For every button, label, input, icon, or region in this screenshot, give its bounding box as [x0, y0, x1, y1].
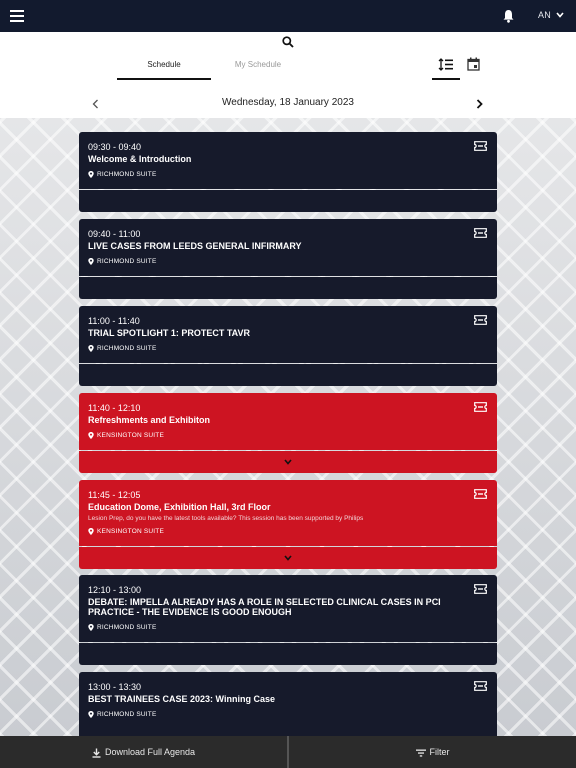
session-description: Lesion Prep, do you have the latest tools available? This session has been supported by Philips	[88, 515, 364, 522]
session-card[interactable]	[79, 393, 497, 450]
session-location-label: RICHMOND SUITE	[97, 711, 157, 719]
session-title: Refreshments and Exhibiton	[88, 415, 211, 425]
location-pin-icon	[88, 258, 94, 265]
chevron-down-icon[interactable]	[284, 555, 292, 561]
tab-my-schedule[interactable]: My Schedule	[234, 60, 282, 69]
ticket-icon[interactable]	[474, 228, 487, 238]
calendar-icon[interactable]	[467, 57, 480, 71]
menu-icon[interactable]	[10, 10, 24, 22]
tab-active-indicator	[117, 78, 211, 80]
bell-icon[interactable]	[502, 9, 515, 23]
ticket-icon[interactable]	[474, 402, 487, 412]
session-location-label: RICHMOND SUITE	[97, 345, 157, 353]
session-location	[88, 171, 157, 178]
session-title: Welcome & Introduction	[88, 154, 192, 164]
session-main[interactable]	[79, 393, 497, 450]
search-row	[0, 32, 576, 54]
session-main[interactable]	[79, 480, 497, 546]
session-location	[88, 624, 157, 631]
session-location	[88, 345, 157, 352]
session-expand-bar[interactable]	[79, 547, 497, 569]
ticket-icon[interactable]	[474, 315, 487, 325]
download-agenda-label: Download Full Agenda	[104, 747, 196, 757]
session-main[interactable]	[79, 672, 497, 736]
session-time: 13:00 - 13:30	[88, 682, 142, 692]
session-time: 11:45 - 12:05	[88, 490, 141, 500]
session-main[interactable]	[79, 219, 497, 276]
chevron-down-icon[interactable]	[284, 459, 292, 465]
location-pin-icon	[88, 345, 94, 352]
session-title: LIVE CASES FROM LEEDS GENERAL INFIRMARY	[88, 241, 302, 251]
bottom-bar	[0, 736, 576, 768]
session-location-label: RICHMOND SUITE	[97, 624, 157, 632]
session-expand-bar[interactable]	[79, 364, 497, 386]
date-navigator	[0, 90, 576, 118]
location-pin-icon	[88, 711, 94, 718]
session-location	[88, 432, 164, 439]
session-card[interactable]	[79, 219, 497, 276]
session-time: 12:10 - 13:00	[88, 585, 142, 595]
session-time: 11:40 - 12:10	[88, 403, 141, 413]
session-card[interactable]	[79, 672, 497, 736]
location-pin-icon	[88, 432, 94, 439]
download-icon	[92, 748, 101, 758]
session-time: 09:30 - 09:40	[88, 142, 142, 152]
session-expand-bar[interactable]	[79, 277, 497, 299]
location-pin-icon	[88, 528, 94, 535]
filter-label: Filter	[429, 747, 450, 757]
ticket-icon[interactable]	[474, 141, 487, 151]
session-main[interactable]	[79, 575, 497, 642]
location-pin-icon	[88, 624, 94, 631]
session-card[interactable]	[79, 480, 497, 546]
session-time: 09:40 - 11:00	[88, 229, 141, 239]
session-location-label: KENSINGTON SUITE	[97, 528, 165, 536]
session-card[interactable]	[79, 306, 497, 363]
tab-schedule[interactable]: Schedule	[147, 60, 181, 69]
chevron-down-icon[interactable]	[556, 12, 564, 18]
ticket-icon[interactable]	[474, 489, 487, 499]
session-location	[88, 711, 157, 718]
user-initials[interactable]: AN	[538, 10, 552, 20]
date-label: Wednesday, 18 January 2023	[222, 97, 354, 108]
session-expand-bar[interactable]	[79, 643, 497, 665]
session-location-label: RICHMOND SUITE	[97, 171, 157, 179]
search-icon[interactable]	[282, 36, 294, 48]
session-main[interactable]	[79, 132, 497, 189]
location-pin-icon	[88, 171, 94, 178]
session-location	[88, 258, 157, 265]
session-title: Education Dome, Exhibition Hall, 3rd Floor	[88, 502, 271, 512]
session-title: TRIAL SPOTLIGHT 1: PROTECT TAVR	[88, 328, 250, 338]
session-time: 11:00 - 11:40	[88, 316, 140, 326]
top-bar	[0, 0, 576, 32]
filter-button[interactable]	[289, 736, 576, 768]
session-location	[88, 528, 164, 535]
session-expand-bar[interactable]	[79, 451, 497, 473]
view-active-indicator	[432, 78, 460, 80]
sort-list-icon[interactable]	[438, 58, 454, 71]
download-agenda-button[interactable]	[0, 736, 287, 768]
session-main[interactable]	[79, 306, 497, 363]
session-card[interactable]	[79, 132, 497, 189]
chevron-right-icon[interactable]	[476, 99, 483, 109]
ticket-icon[interactable]	[474, 584, 487, 594]
filter-icon	[416, 749, 426, 757]
session-expand-bar[interactable]	[79, 190, 497, 212]
session-card[interactable]	[79, 575, 497, 642]
session-location-label: RICHMOND SUITE	[97, 258, 157, 266]
session-title: BEST TRAINEES CASE 2023: Winning Case	[88, 694, 275, 704]
session-location-label: KENSINGTON SUITE	[97, 432, 165, 440]
ticket-icon[interactable]	[474, 681, 487, 691]
session-title: DEBATE: IMPELLA ALREADY HAS A ROLE IN SELECTED CLINICAL CASES IN PCI PRACTICE - THE EVIDENCE IS GOOD ENOUGH	[88, 597, 441, 617]
